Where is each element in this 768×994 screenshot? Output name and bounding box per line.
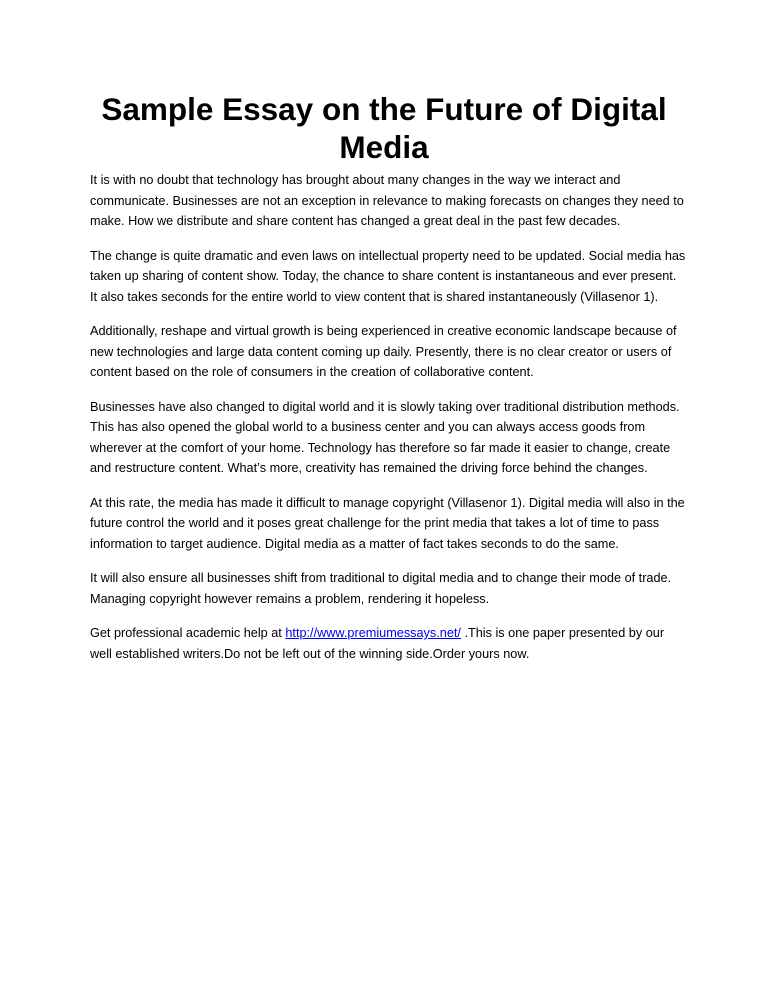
document-title: Sample Essay on the Future of Digital Media <box>101 91 667 165</box>
closing-paragraph <box>90 623 686 664</box>
paragraph-2: The change is quite dramatic and even laws on intellectual property need to be updated. Social media has taken up sharing of content show. Today, the chance to share content is instantaneous and ever present. It also takes seconds for the entire world to view content that is shared instantaneously (Villasenor 1). <box>90 248 686 304</box>
paragraph-5: At this rate, the media has made it difficult to manage copyright (Villasenor 1). Digital media will also in the future control the world and it poses great challenge for the print media that takes a lot of time to pass information to target audience. Digital media as a matter of fact takes seconds to do the same. <box>90 495 685 551</box>
document-body <box>90 170 686 678</box>
closing-suffix: .This is one paper presented by our well established writers.Do not be left out of the winning side.Order yours now. <box>90 626 665 661</box>
paragraph-3: Additionally, reshape and virtual growth is being experienced in creative economic landscape because of new technologies and large data content coming up daily. Presently, there is no clear creator or users of content based on the role of consumers in the creation of collaborative content. <box>90 324 677 379</box>
paragraph-6: It will also ensure all businesses shift from traditional to digital media and to change their mode of trade. Managing copyright however remains a problem, rendering it hopeless. <box>90 571 672 606</box>
premiumessays-link[interactable]: http://www.premiumessays.net/ <box>285 626 461 640</box>
paragraph-1: It is with no doubt that technology has brought about many changes in the way we interact and communicate. Businesses are not an exception in relevance to making forecasts on changes they need to make. How we distribute and share content has changed a great deal in the past few decades. <box>90 173 684 228</box>
paragraph-4: Businesses have also changed to digital world and it is slowly taking over traditional distribution methods. This has also opened the global world to a business center and you can always access goods from wherever at the comfort of your home. Technology has therefore so far made it easier to change, create and restructure content. What’s more, creativity has remained the driving force behind the changes. <box>90 399 680 475</box>
closing-prefix: Get professional academic help at <box>90 626 286 640</box>
